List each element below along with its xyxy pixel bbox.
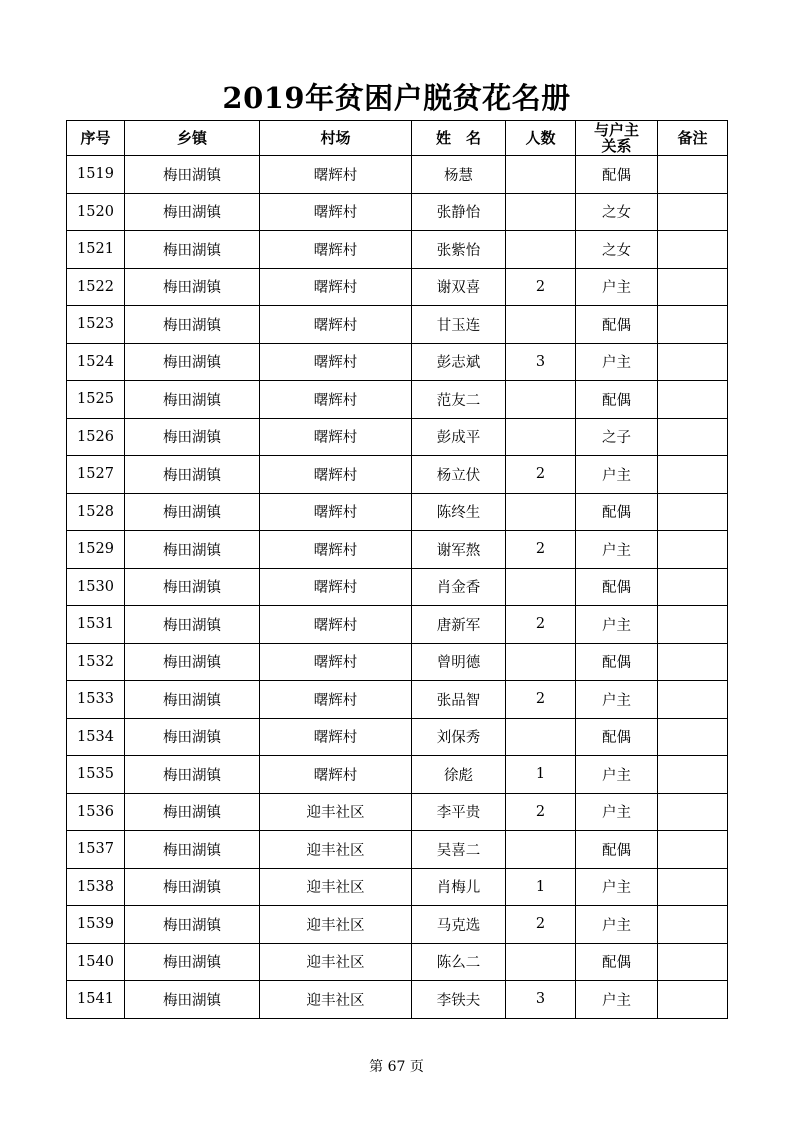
cell-remark xyxy=(658,906,728,944)
cell-town: 梅田湖镇 xyxy=(125,306,260,344)
cell-town: 梅田湖镇 xyxy=(125,156,260,194)
cell-relation: 户主 xyxy=(576,906,658,944)
cell-seq: 1536 xyxy=(67,793,125,831)
cell-relation: 配偶 xyxy=(576,568,658,606)
table-row xyxy=(67,831,728,869)
cell-remark xyxy=(658,793,728,831)
cell-village: 迎丰社区 xyxy=(260,831,412,869)
cell-name: 张静怡 xyxy=(412,193,506,231)
cell-name: 肖梅儿 xyxy=(412,868,506,906)
cell-name: 李铁夫 xyxy=(412,981,506,1019)
cell-relation: 户主 xyxy=(576,456,658,494)
cell-remark xyxy=(658,756,728,794)
cell-seq: 1520 xyxy=(67,193,125,231)
table-row xyxy=(67,231,728,269)
cell-village: 曙辉村 xyxy=(260,343,412,381)
cell-relation: 之子 xyxy=(576,418,658,456)
column-header-town: 乡镇 xyxy=(125,121,260,156)
cell-relation: 配偶 xyxy=(576,156,658,194)
table-row xyxy=(67,418,728,456)
cell-village: 迎丰社区 xyxy=(260,981,412,1019)
cell-count: 2 xyxy=(506,681,576,719)
cell-relation: 户主 xyxy=(576,793,658,831)
cell-village: 曙辉村 xyxy=(260,156,412,194)
cell-village: 曙辉村 xyxy=(260,381,412,419)
cell-seq: 1531 xyxy=(67,606,125,644)
cell-remark xyxy=(658,981,728,1019)
cell-name: 张紫怡 xyxy=(412,231,506,269)
cell-relation: 配偶 xyxy=(576,943,658,981)
cell-town: 梅田湖镇 xyxy=(125,643,260,681)
cell-remark xyxy=(658,943,728,981)
cell-seq: 1527 xyxy=(67,456,125,494)
cell-seq: 1534 xyxy=(67,718,125,756)
cell-name: 刘保秀 xyxy=(412,718,506,756)
cell-town: 梅田湖镇 xyxy=(125,531,260,569)
cell-name: 陈么二 xyxy=(412,943,506,981)
cell-town: 梅田湖镇 xyxy=(125,231,260,269)
cell-remark xyxy=(658,343,728,381)
cell-relation: 之女 xyxy=(576,193,658,231)
cell-count: 2 xyxy=(506,456,576,494)
relation-header-line1: 与户主 xyxy=(593,121,639,139)
cell-name: 杨立伏 xyxy=(412,456,506,494)
cell-village: 曙辉村 xyxy=(260,268,412,306)
cell-seq: 1537 xyxy=(67,831,125,869)
table-row xyxy=(67,606,728,644)
cell-town: 梅田湖镇 xyxy=(125,906,260,944)
cell-relation: 户主 xyxy=(576,268,658,306)
column-header-name: 姓 名 xyxy=(412,121,506,156)
column-header-seq: 序号 xyxy=(67,121,125,156)
cell-seq: 1533 xyxy=(67,681,125,719)
table-row xyxy=(67,268,728,306)
cell-count xyxy=(506,418,576,456)
cell-village: 曙辉村 xyxy=(260,606,412,644)
cell-count xyxy=(506,231,576,269)
column-header-village: 村场 xyxy=(260,121,412,156)
page-number: 第 67 页 xyxy=(369,1059,424,1075)
cell-seq: 1535 xyxy=(67,756,125,794)
cell-remark xyxy=(658,268,728,306)
cell-count xyxy=(506,381,576,419)
cell-relation: 配偶 xyxy=(576,306,658,344)
cell-name: 李平贵 xyxy=(412,793,506,831)
column-header-count: 人数 xyxy=(506,121,576,156)
table-row xyxy=(67,643,728,681)
cell-seq: 1528 xyxy=(67,493,125,531)
roster-table xyxy=(66,120,728,1019)
cell-name: 徐彪 xyxy=(412,756,506,794)
cell-village: 曙辉村 xyxy=(260,456,412,494)
cell-count xyxy=(506,718,576,756)
cell-count xyxy=(506,943,576,981)
cell-count: 2 xyxy=(506,606,576,644)
cell-count xyxy=(506,831,576,869)
cell-village: 曙辉村 xyxy=(260,231,412,269)
column-header-relation xyxy=(576,121,658,156)
cell-remark xyxy=(658,381,728,419)
cell-town: 梅田湖镇 xyxy=(125,568,260,606)
cell-remark xyxy=(658,831,728,869)
cell-town: 梅田湖镇 xyxy=(125,681,260,719)
cell-remark xyxy=(658,606,728,644)
cell-town: 梅田湖镇 xyxy=(125,456,260,494)
cell-seq: 1538 xyxy=(67,868,125,906)
cell-seq: 1521 xyxy=(67,231,125,269)
cell-village: 迎丰社区 xyxy=(260,868,412,906)
cell-remark xyxy=(658,418,728,456)
cell-seq: 1525 xyxy=(67,381,125,419)
cell-name: 谢双喜 xyxy=(412,268,506,306)
cell-relation: 户主 xyxy=(576,681,658,719)
cell-count: 2 xyxy=(506,531,576,569)
cell-village: 曙辉村 xyxy=(260,193,412,231)
cell-seq: 1539 xyxy=(67,906,125,944)
cell-count: 2 xyxy=(506,793,576,831)
cell-relation: 户主 xyxy=(576,531,658,569)
cell-town: 梅田湖镇 xyxy=(125,756,260,794)
cell-relation: 户主 xyxy=(576,343,658,381)
cell-village: 曙辉村 xyxy=(260,643,412,681)
table-body xyxy=(67,156,728,1019)
cell-name: 甘玉连 xyxy=(412,306,506,344)
table-row xyxy=(67,306,728,344)
cell-remark xyxy=(658,868,728,906)
cell-town: 梅田湖镇 xyxy=(125,981,260,1019)
cell-relation: 配偶 xyxy=(576,643,658,681)
table-row xyxy=(67,381,728,419)
table-row xyxy=(67,343,728,381)
table-row xyxy=(67,681,728,719)
table-row xyxy=(67,981,728,1019)
cell-remark xyxy=(658,531,728,569)
cell-village: 曙辉村 xyxy=(260,568,412,606)
cell-name: 陈终生 xyxy=(412,493,506,531)
cell-name: 范友二 xyxy=(412,381,506,419)
cell-relation: 配偶 xyxy=(576,831,658,869)
cell-town: 梅田湖镇 xyxy=(125,418,260,456)
cell-seq: 1530 xyxy=(67,568,125,606)
cell-village: 迎丰社区 xyxy=(260,793,412,831)
cell-name: 马克选 xyxy=(412,906,506,944)
cell-village: 曙辉村 xyxy=(260,493,412,531)
cell-relation: 户主 xyxy=(576,981,658,1019)
cell-count: 2 xyxy=(506,268,576,306)
cell-name: 张品智 xyxy=(412,681,506,719)
cell-name: 肖金香 xyxy=(412,568,506,606)
cell-count xyxy=(506,193,576,231)
cell-name: 彭志斌 xyxy=(412,343,506,381)
cell-town: 梅田湖镇 xyxy=(125,493,260,531)
cell-village: 迎丰社区 xyxy=(260,906,412,944)
cell-count xyxy=(506,493,576,531)
cell-seq: 1526 xyxy=(67,418,125,456)
cell-seq: 1541 xyxy=(67,981,125,1019)
table-row xyxy=(67,718,728,756)
cell-seq: 1524 xyxy=(67,343,125,381)
cell-relation: 户主 xyxy=(576,756,658,794)
cell-relation: 户主 xyxy=(576,606,658,644)
cell-town: 梅田湖镇 xyxy=(125,268,260,306)
table-row xyxy=(67,193,728,231)
cell-name: 吴喜二 xyxy=(412,831,506,869)
cell-relation: 配偶 xyxy=(576,493,658,531)
cell-seq: 1519 xyxy=(67,156,125,194)
cell-count xyxy=(506,306,576,344)
table-row xyxy=(67,943,728,981)
cell-count xyxy=(506,568,576,606)
cell-town: 梅田湖镇 xyxy=(125,793,260,831)
cell-relation: 配偶 xyxy=(576,381,658,419)
cell-seq: 1532 xyxy=(67,643,125,681)
cell-count xyxy=(506,643,576,681)
cell-name: 唐新军 xyxy=(412,606,506,644)
cell-village: 曙辉村 xyxy=(260,418,412,456)
cell-village: 迎丰社区 xyxy=(260,943,412,981)
cell-name: 杨慧 xyxy=(412,156,506,194)
cell-count: 2 xyxy=(506,906,576,944)
cell-count xyxy=(506,156,576,194)
cell-village: 曙辉村 xyxy=(260,756,412,794)
cell-name: 谢军熬 xyxy=(412,531,506,569)
cell-relation: 户主 xyxy=(576,868,658,906)
table-row xyxy=(67,568,728,606)
cell-name: 彭成平 xyxy=(412,418,506,456)
cell-remark xyxy=(658,568,728,606)
cell-remark xyxy=(658,156,728,194)
header-row xyxy=(67,121,728,156)
cell-village: 曙辉村 xyxy=(260,681,412,719)
cell-remark xyxy=(658,231,728,269)
cell-remark xyxy=(658,456,728,494)
cell-seq: 1523 xyxy=(67,306,125,344)
cell-count: 3 xyxy=(506,343,576,381)
cell-village: 曙辉村 xyxy=(260,531,412,569)
cell-count: 3 xyxy=(506,981,576,1019)
cell-remark xyxy=(658,493,728,531)
cell-count: 1 xyxy=(506,868,576,906)
cell-town: 梅田湖镇 xyxy=(125,606,260,644)
cell-remark xyxy=(658,306,728,344)
cell-name: 曾明德 xyxy=(412,643,506,681)
cell-seq: 1522 xyxy=(67,268,125,306)
table-row xyxy=(67,456,728,494)
table-row xyxy=(67,906,728,944)
table-row xyxy=(67,756,728,794)
cell-seq: 1540 xyxy=(67,943,125,981)
table-row xyxy=(67,493,728,531)
column-header-remark: 备注 xyxy=(658,121,728,156)
cell-town: 梅田湖镇 xyxy=(125,868,260,906)
cell-remark xyxy=(658,681,728,719)
cell-town: 梅田湖镇 xyxy=(125,718,260,756)
table-row xyxy=(67,531,728,569)
table-row xyxy=(67,868,728,906)
cell-town: 梅田湖镇 xyxy=(125,381,260,419)
cell-town: 梅田湖镇 xyxy=(125,943,260,981)
cell-remark xyxy=(658,193,728,231)
cell-remark xyxy=(658,718,728,756)
table-row xyxy=(67,793,728,831)
cell-town: 梅田湖镇 xyxy=(125,193,260,231)
cell-relation: 配偶 xyxy=(576,718,658,756)
cell-remark xyxy=(658,643,728,681)
cell-town: 梅田湖镇 xyxy=(125,831,260,869)
cell-relation: 之女 xyxy=(576,231,658,269)
relation-header-line2: 关系 xyxy=(601,137,632,155)
cell-town: 梅田湖镇 xyxy=(125,343,260,381)
cell-count: 1 xyxy=(506,756,576,794)
cell-seq: 1529 xyxy=(67,531,125,569)
cell-village: 曙辉村 xyxy=(260,306,412,344)
cell-village: 曙辉村 xyxy=(260,718,412,756)
page-title: 2019年贫困户脱贫花名册 xyxy=(222,81,571,115)
table-row xyxy=(67,156,728,194)
